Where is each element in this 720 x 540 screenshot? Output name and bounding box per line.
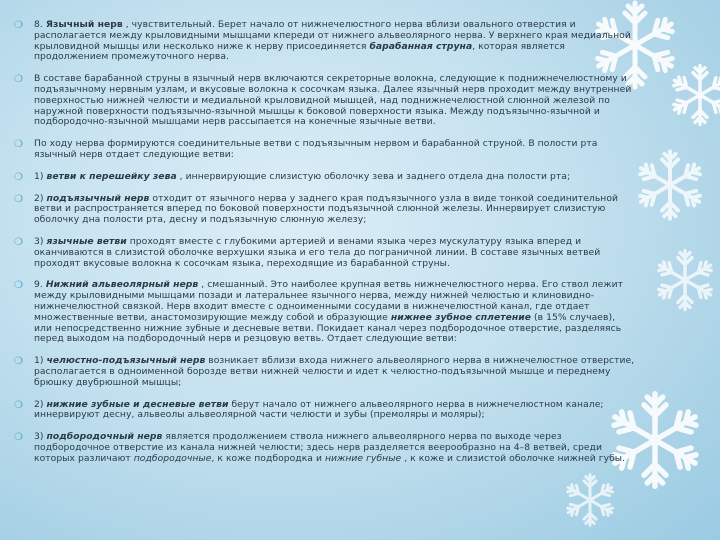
text-run: 2) bbox=[34, 398, 47, 410]
list-item bbox=[14, 20, 636, 63]
paragraph-text bbox=[34, 400, 636, 422]
content-list bbox=[14, 20, 636, 476]
list-item bbox=[14, 432, 636, 464]
snowflake-decoration-right-middle bbox=[630, 145, 710, 225]
text-run: 9. bbox=[34, 279, 46, 291]
paragraph-text bbox=[34, 356, 636, 388]
bullet-icon: ❍ bbox=[14, 139, 23, 151]
paragraph-text bbox=[34, 432, 636, 464]
text-run: 2) bbox=[34, 192, 47, 204]
text-run: берут начало от нижнего альвеолярного нерва в нижнечелюстном канале; иннервируют десну, альвеолы альвеолярной части челюсти и зубы (премоляры и моляры); bbox=[34, 398, 604, 421]
list-item bbox=[14, 194, 636, 226]
text-run: подбородочный нерв bbox=[46, 431, 163, 443]
text-run: 8. bbox=[34, 19, 46, 30]
text-run: , которая является продолжением промежуточного нерва. bbox=[34, 40, 565, 63]
text-run: 1) bbox=[34, 355, 47, 367]
bullet-icon: ❍ bbox=[14, 356, 23, 368]
text-run: , к коже подбородка и bbox=[211, 452, 325, 464]
text-run: нижнее зубное сплетение bbox=[390, 311, 532, 323]
bullet-icon: ❍ bbox=[14, 399, 23, 411]
bullet-icon: ❍ bbox=[14, 280, 23, 292]
list-item bbox=[14, 400, 636, 422]
bullet-icon: ❍ bbox=[14, 20, 23, 31]
text-run: барабанная струна bbox=[369, 40, 473, 52]
paragraph-text bbox=[34, 237, 636, 269]
text-run: , к коже и слизистой оболочке нижней губы. bbox=[401, 452, 626, 464]
snowflake-decoration-right-lower bbox=[650, 245, 720, 315]
list-item bbox=[14, 356, 636, 388]
snowflake-decoration-bottom-small bbox=[560, 470, 620, 530]
paragraph-text bbox=[34, 20, 636, 63]
list-item bbox=[14, 237, 636, 269]
text-run: Язычный нерв bbox=[45, 19, 123, 30]
list-item bbox=[14, 280, 636, 345]
text-run: проходят вместе с глубокими артерией и венами языка через мускулатуру языка вперед и оканчиваются в слизистой оболочке верхушки языка и его тела до пограничной линии. В составе язычных ветвей проходят вкусовые волокна к сосочкам языка, переходящие из барабанной струны. bbox=[34, 235, 601, 269]
text-run: подъязычный нерв bbox=[46, 192, 150, 204]
text-run: , смешанный. Это наиболее крупная ветвь нижнечелюстного нерва. Его ствол лежит между крыловидными мышцами позади и латеральнее язычного нерва, между нижней челюстью и клиновидно-нижнечелюстной связкой. Нерв входит вместе с одноименными сосудами в нижнечелюстной канал, где отдает множественные ветви, анастомозирующие между собой и образующие bbox=[34, 279, 624, 323]
text-run: отходит от язычного нерва у заднего края подъязычного узла в виде тонкой соединительной ветви и распространяется вперед по боковой поверхности подъязычной слюнной железы. Иннервирует слизистую оболочку дна полости рта, десну и подъязычную слюнную железу; bbox=[34, 192, 619, 226]
paragraph-text bbox=[34, 172, 636, 183]
bullet-icon: ❍ bbox=[14, 74, 23, 86]
text-run: , чувствительный. Берет начало от нижнечелюстного нерва вблизи овального отверстия и располагается между крыловидными мышцами кпереди от нижнего альвеолярного нерва. У верхнего края медиальной крыловидной мышцы или несколько ниже к нерву присоединяется bbox=[34, 19, 631, 52]
list-item bbox=[14, 74, 636, 128]
text-run: , иннервирующие слизистую оболочку зева и заднего отдела дна полости рта; bbox=[176, 170, 571, 182]
paragraph-text bbox=[34, 194, 636, 226]
text-run: возникает вблизи входа нижнего альвеолярного нерва в нижнечелюстное отверстие, располагается в одноименной борозде ветви нижней челюсти и идет к челюстно-подъязычной мышце и переднему брюшку двубрюшной мышцы; bbox=[34, 355, 635, 388]
paragraph-text bbox=[34, 139, 636, 161]
snowflake-decoration-right-upper bbox=[665, 60, 720, 130]
text-run: В составе барабанной струны в язычный нерв включаются секреторные волокна, следующие к поднижнечелюстному и подъязычному нервным узлам, и вкусовые волокна к сосочкам языка. Далее язычный нерв проходит между внутренней поверхностью нижней челюсти и медиальной крыловидной мышцей, над поднижнечелюстной слюнной железой по наружной поверхности подъязычно-язычной мышцы к боковой поверхности языка. Между подъязычно-язычной и подбородочно-язычной мышцами нерв рассыпается на конечные язычные ветви. bbox=[34, 73, 632, 128]
bullet-icon: ❍ bbox=[14, 432, 23, 444]
text-run: нижние зубные и десневые ветви bbox=[46, 398, 229, 410]
bullet-icon: ❍ bbox=[14, 236, 23, 248]
bullet-icon: ❍ bbox=[14, 171, 23, 183]
text-run: 1) bbox=[34, 170, 47, 182]
text-run: 3) bbox=[34, 431, 47, 443]
text-run: ветви к перешейку зева bbox=[46, 170, 177, 182]
text-run: 3) bbox=[34, 235, 47, 247]
paragraph-text bbox=[34, 74, 636, 128]
text-run: Нижний альвеолярный нерв bbox=[45, 279, 199, 291]
text-run: язычные ветви bbox=[46, 235, 127, 247]
text-run: подбородочные bbox=[133, 452, 212, 464]
text-run: (в 15% случаев), или непосредственно нижние зубные и десневые ветви. Покидает канал через подбородочное отверстие, разделяясь перед выходом на подбородочный нерв и резцовую ветвь. Отдает следующие ветви: bbox=[34, 311, 622, 345]
text-run: По ходу нерва формируются соединительные ветви с подъязычным нервом и барабанной струной. В полости рта язычный нерв отдает следующие ветви: bbox=[34, 138, 598, 160]
text-run: является продолжением ствола нижнего альвеолярного нерва по выходе через подбородочное отверстие из канала нижней челюсти; здесь нерв разделяется веерообразно на 4–8 ветвей, среди которых различают bbox=[34, 431, 602, 464]
bullet-icon: ❍ bbox=[14, 193, 23, 205]
text-run: нижние губные bbox=[324, 452, 402, 464]
list-item bbox=[14, 139, 636, 161]
paragraph-text bbox=[34, 280, 636, 345]
text-run: челюстно-подъязычный нерв bbox=[46, 355, 206, 367]
list-item bbox=[14, 172, 636, 183]
